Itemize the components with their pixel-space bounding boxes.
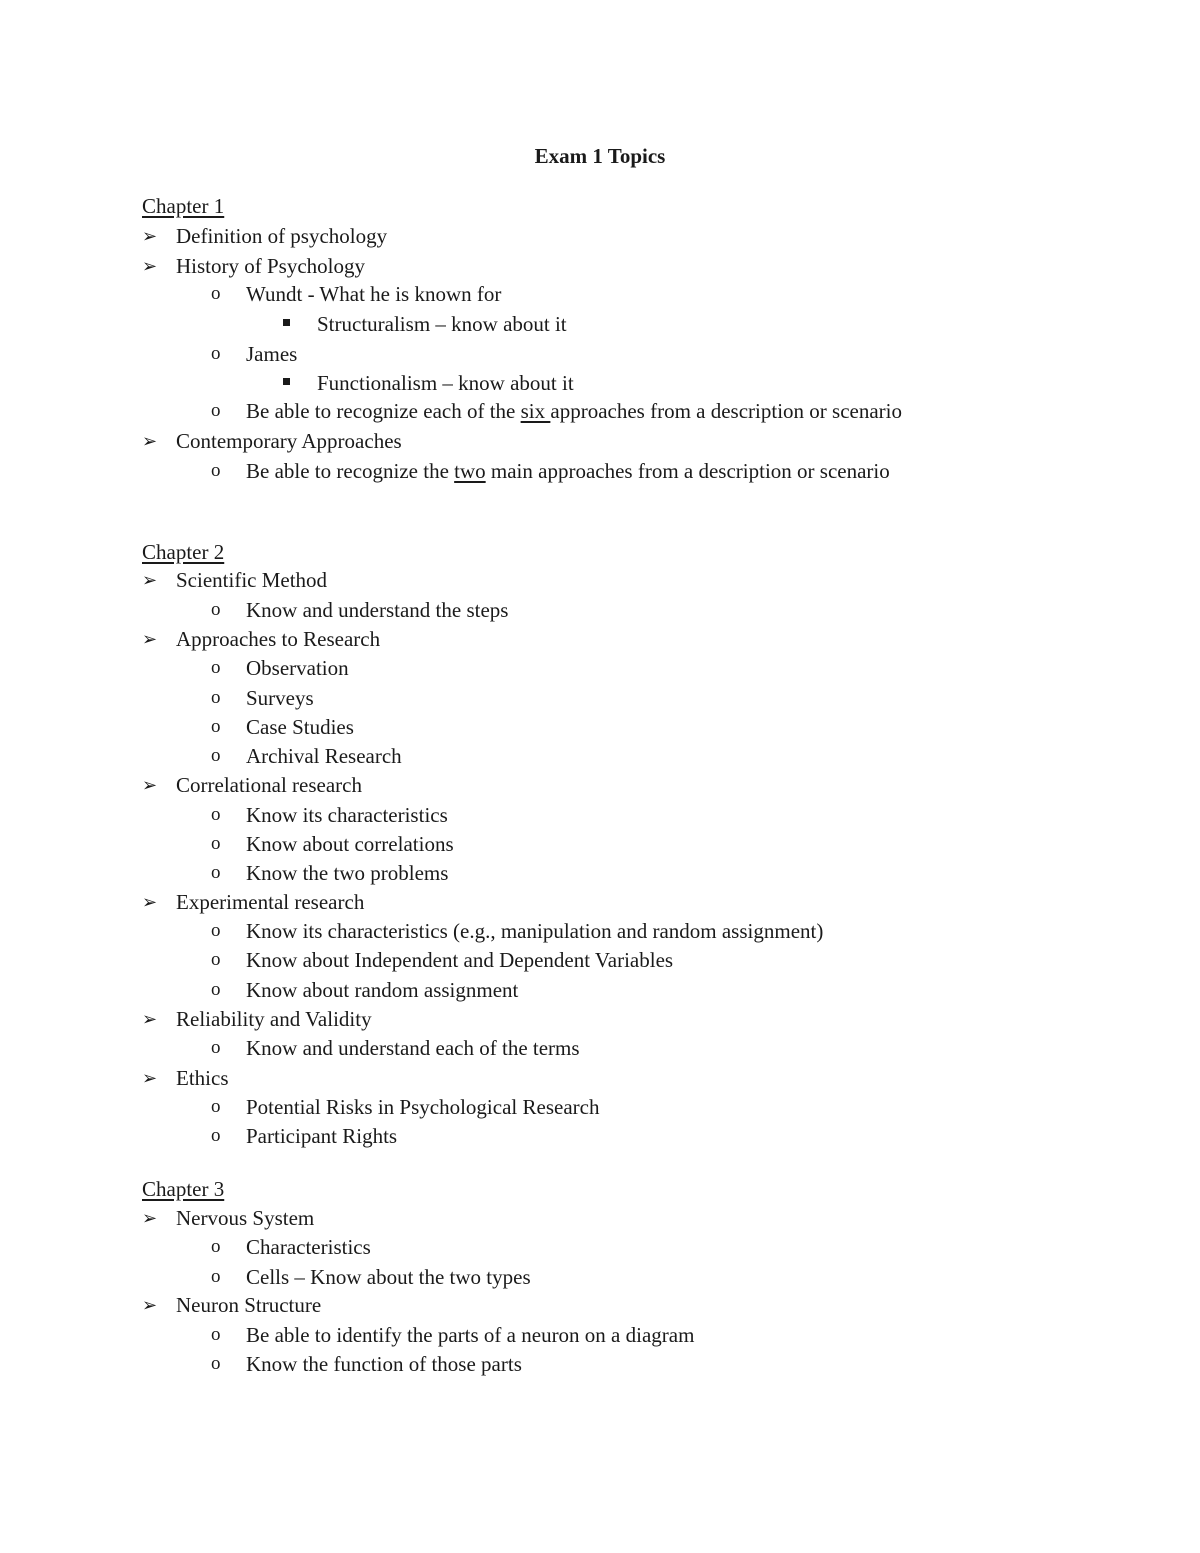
arrowhead-bullet-icon: ➢ [142,431,158,451]
chapter-1-heading: Chapter 1 [142,194,225,218]
circle-bullet-icon: o [211,1324,221,1345]
circle-bullet-icon: o [211,460,221,481]
circle-bullet-icon: o [211,716,221,737]
emphasis-six: six [520,399,551,423]
circle-bullet-icon: o [211,920,221,941]
arrowhead-bullet-icon: ➢ [142,892,158,912]
chapter-2-heading: Chapter 2 [142,540,225,564]
arrowhead-bullet-icon: ➢ [142,1295,158,1315]
arrowhead-bullet-icon: ➢ [142,629,158,649]
chapter-3-heading: Chapter 3 [142,1177,225,1201]
circle-bullet-icon: o [211,1096,221,1117]
circle-bullet-icon: o [211,862,221,883]
arrowhead-bullet-icon: ➢ [142,256,158,276]
document-page: Exam 1 Topics Chapter 1 ➢ Definition of psychology ➢ History of Psychology o Wundt - What he is known for Structuralism – know about it o James Functionalism – know about it o Be able to recognize each of the six approaches from a description or scenario ➢ Contemporary Approaches o Be able to recognize the two main approaches from a description or scenario Chapter 2 ➢ Scientific Method o Know and understand the steps ➢ Approaches to Research o Observation o Surveys o Case Studies o Archival Research ➢ Correlational research o Know its characteristics o Know about correlations o Know the two problems ➢ Experimental research o Know its characteristics (e.g., manipulation and random assignment) o Know about Independent and Dependent Variables o Know about random assignment ➢ Reliability and Validity o Know and understand each of the terms ➢ Ethics o Potential Risks in Psychological Research o Participant Rights Chapter 3 ➢ Nervous System o Characteristics o Cells – Know about the two types ➢ Neuron Structure o Be able to identify the parts of a neuron on a diagram o Know the function of those parts [0,0,1200,1553]
circle-bullet-icon: o [211,283,221,304]
circle-bullet-icon: o [211,400,221,421]
arrowhead-bullet-icon: ➢ [142,775,158,795]
arrowhead-bullet-icon: ➢ [142,1009,158,1029]
circle-bullet-icon: o [211,1266,221,1287]
circle-bullet-icon: o [211,343,221,364]
circle-bullet-icon: o [211,745,221,766]
circle-bullet-icon: o [211,599,221,620]
circle-bullet-icon: o [211,1353,221,1374]
circle-bullet-icon: o [211,1236,221,1257]
circle-bullet-icon: o [211,949,221,970]
circle-bullet-icon: o [211,1125,221,1146]
arrowhead-bullet-icon: ➢ [142,570,158,590]
circle-bullet-icon: o [211,1037,221,1058]
arrowhead-bullet-icon: ➢ [142,1208,158,1228]
square-bullet-icon [283,378,290,385]
document-title: Exam 1 Topics [534,144,666,168]
circle-bullet-icon: o [211,657,221,678]
circle-bullet-icon: o [211,687,221,708]
emphasis-two: two [454,459,486,483]
arrowhead-bullet-icon: ➢ [142,1068,158,1088]
square-bullet-icon [283,319,290,326]
arrowhead-bullet-icon: ➢ [142,226,158,246]
circle-bullet-icon: o [211,979,221,1000]
circle-bullet-icon: o [211,804,221,825]
circle-bullet-icon: o [211,833,221,854]
